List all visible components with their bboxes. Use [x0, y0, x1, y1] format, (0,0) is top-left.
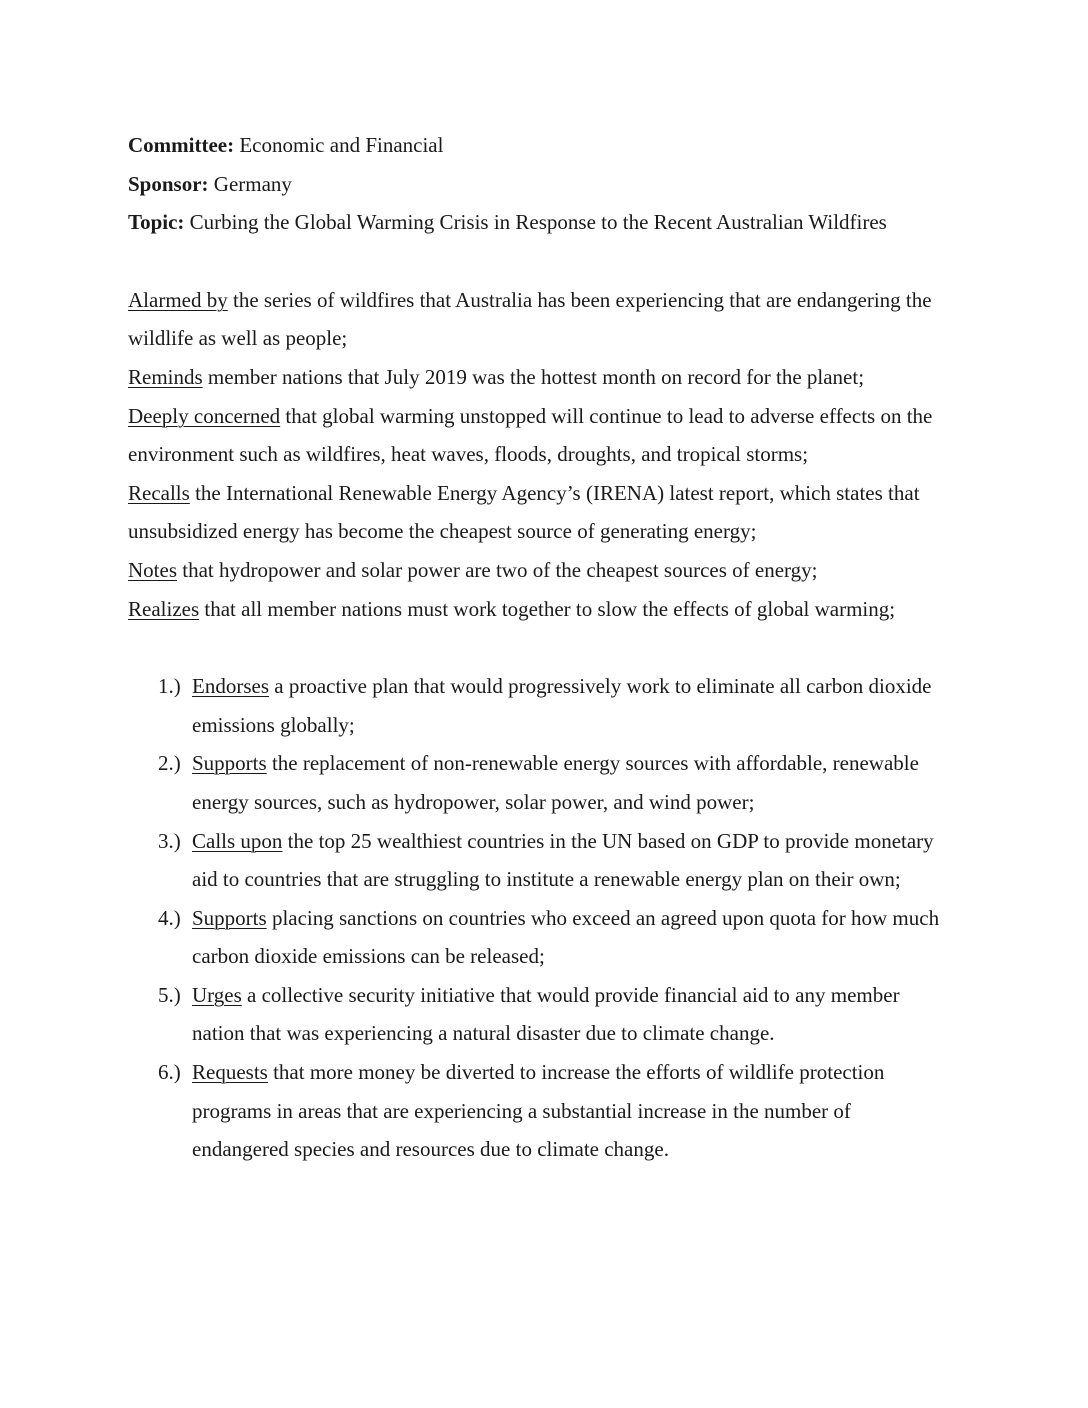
clause-text: that more money be diverted to increase the efforts of wildlife protection: [267, 1060, 885, 1085]
clause-phrase: Reminds: [128, 364, 203, 389]
sponsor-label: Sponsor:: [128, 171, 209, 196]
clause-phrase: Supports: [192, 905, 267, 930]
operative-clause: [128, 899, 968, 976]
clause-phrase: Calls upon: [192, 828, 283, 853]
sponsor-value: Germany: [213, 171, 292, 196]
clause-text: a proactive plan that would progressively work to eliminate all carbon dioxide: [269, 674, 932, 699]
committee-line: [128, 126, 968, 165]
clause-text: member nations that July 2019 was the hottest month on record for the planet;: [202, 364, 865, 389]
preambulatory-clause: [128, 358, 968, 397]
spacer: [128, 628, 968, 667]
resolution-body: [128, 126, 968, 1169]
clause-text: that hydropower and solar power are two of the cheapest sources of energy;: [177, 557, 818, 582]
clause-text: unsubsidized energy has become the cheapest source of generating energy;: [128, 519, 757, 544]
clause-number: 5.): [158, 982, 181, 1007]
clause-phrase: Deeply concerned: [128, 403, 281, 428]
clause-text: the top 25 wealthiest countries in the UN based on GDP to provide monetary: [282, 828, 934, 853]
clause-phrase: Supports: [192, 751, 267, 776]
preambulatory-clauses: [128, 281, 968, 628]
clause-text: placing sanctions on countries who exceed an agreed upon quota for how much: [266, 905, 940, 930]
clause-number: 3.): [158, 828, 181, 853]
clause-phrase: Realizes: [128, 596, 200, 621]
clause-number: 2.): [158, 751, 181, 776]
clause-number: 6.): [158, 1060, 181, 1085]
clause-text: the replacement of non-renewable energy sources with affordable, renewable: [266, 751, 919, 776]
topic-value: Curbing the Global Warming Crisis in Response to the Recent Australian Wildfires: [189, 210, 887, 235]
operative-clause: [128, 976, 968, 1053]
operative-clause: [128, 744, 968, 821]
topic-label: Topic:: [128, 210, 185, 235]
clause-number: 1.): [158, 674, 181, 699]
operative-clause: [128, 667, 968, 744]
sponsor-line: [128, 165, 968, 204]
clause-text: the International Renewable Energy Agency’s (IRENA) latest report, which states that: [189, 480, 920, 505]
preambulatory-clause: [128, 474, 968, 551]
clause-text: programs in areas that are experiencing a substantial increase in the number of: [192, 1098, 851, 1123]
clause-phrase: Alarmed by: [128, 287, 228, 312]
committee-value: Economic and Financial: [239, 133, 444, 157]
clause-text: a collective security initiative that would provide financial aid to any member: [241, 982, 900, 1007]
spacer: [128, 242, 968, 281]
clause-text: environment such as wildfires, heat waves, floods, droughts, and tropical storms;: [128, 442, 809, 467]
clause-text: nation that was experiencing a natural disaster due to climate change.: [192, 1021, 775, 1046]
operative-clause: [128, 1053, 968, 1169]
preambulatory-clause: [128, 590, 968, 629]
clause-text: carbon dioxide emissions can be released;: [192, 944, 545, 969]
preambulatory-clause: [128, 397, 968, 474]
topic-line: [128, 203, 968, 242]
clause-phrase: Notes: [128, 557, 177, 582]
clause-phrase: Urges: [192, 982, 242, 1007]
clause-phrase: Endorses: [192, 674, 269, 699]
operative-clauses: [128, 667, 968, 1169]
committee-label: Committee:: [128, 133, 235, 157]
clause-text: that all member nations must work together to slow the effects of global warming;: [199, 596, 896, 621]
clause-text: wildlife as well as people;: [128, 326, 348, 351]
clause-phrase: Requests: [192, 1060, 268, 1085]
clause-text: emissions globally;: [192, 712, 355, 737]
preambulatory-clause: [128, 281, 968, 358]
clause-text: the series of wildfires that Australia has been experiencing that are endangering the: [227, 287, 932, 312]
clause-phrase: Recalls: [128, 480, 190, 505]
clause-text: endangered species and resources due to climate change.: [192, 1137, 669, 1162]
operative-clause: [128, 822, 968, 899]
clause-number: 4.): [158, 905, 181, 930]
clause-text: that global warming unstopped will continue to lead to adverse effects on the: [280, 403, 933, 428]
clause-text: aid to countries that are struggling to institute a renewable energy plan on their own;: [192, 867, 901, 892]
preambulatory-clause: [128, 551, 968, 590]
clause-text: energy sources, such as hydropower, solar power, and wind power;: [192, 789, 755, 814]
